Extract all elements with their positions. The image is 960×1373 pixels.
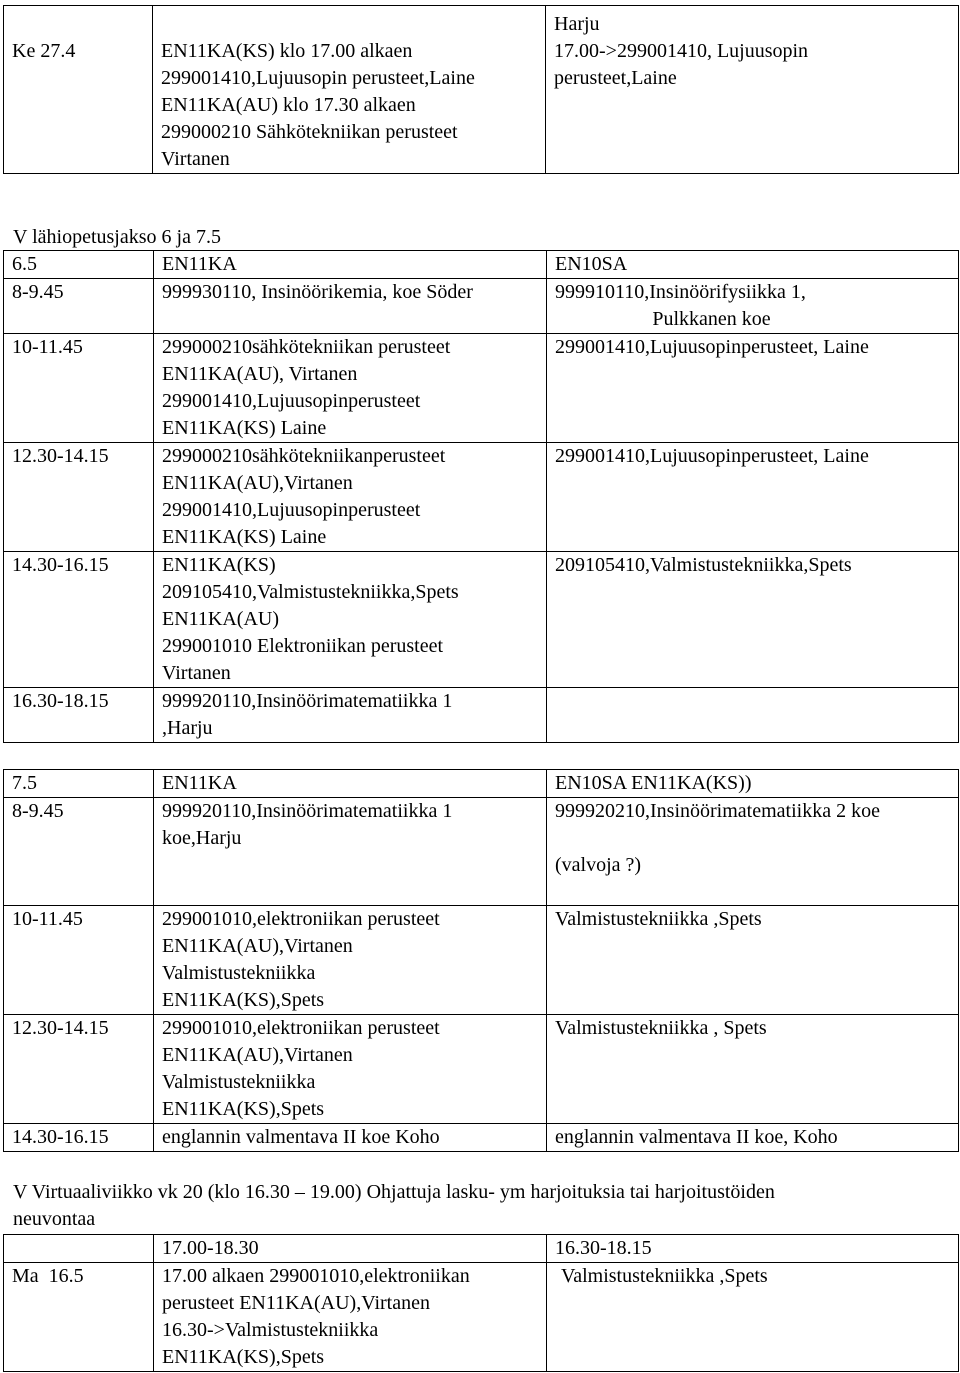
cell-line: EN11KA(AU) klo 17.30 alkaen <box>161 94 416 116</box>
time-cell <box>4 279 154 334</box>
group-header-cell <box>547 251 959 279</box>
cell-line: 299001410,Lujuusopinperusteet, Laine <box>555 336 869 358</box>
schedule-table-virtual-week <box>3 1234 959 1372</box>
cell-line: 299001010 Elektroniikan perusteet <box>162 635 444 657</box>
table-header-row <box>4 251 959 279</box>
day-label: Ke 27.4 <box>12 40 76 62</box>
table-row <box>4 798 959 906</box>
group-label: EN10SA EN11KA(KS)) <box>555 772 752 794</box>
cell-line: EN11KA(AU), Virtanen <box>162 363 358 385</box>
cell-line: 299001410,Lujuusopinperusteet <box>162 390 421 412</box>
cell-line: Valmistustekniikka <box>162 1071 316 1093</box>
en11ka-cell <box>154 688 547 743</box>
cell-line: 299001010,elektroniikan perusteet <box>162 1017 440 1039</box>
day-label: Ma 16.5 <box>12 1265 84 1287</box>
time-label: 16.30-18.15 <box>12 690 109 712</box>
time-label: 14.30-16.15 <box>12 1126 109 1148</box>
empty-header-cell <box>4 1235 154 1263</box>
time-cell <box>4 688 154 743</box>
cell-line: EN11KA(KS) Laine <box>162 417 327 439</box>
time-header-cell <box>547 1235 959 1263</box>
en11ka-cell <box>154 1263 547 1372</box>
schedule-table-day-6-5 <box>3 250 959 743</box>
cell-line: 299001410,Lujuusopinperusteet, Laine <box>555 445 869 467</box>
cell-line: 999910110,Insinöörifysiikka 1, <box>555 281 806 303</box>
table-row <box>4 906 959 1015</box>
cell-line: EN11KA(AU),Virtanen <box>162 472 353 494</box>
harju-header: Harju <box>554 13 600 35</box>
en11ka-cell <box>154 552 547 688</box>
en11ka-cell <box>154 334 547 443</box>
time-cell <box>4 798 154 906</box>
cell-line: EN11KA(AU),Virtanen <box>162 1044 353 1066</box>
cell-line: Virtanen <box>161 148 230 170</box>
en11ka-cell <box>154 906 547 1015</box>
table-header-row <box>4 770 959 798</box>
cell-line: Valmistustekniikka ,Spets <box>555 908 762 930</box>
time-cell <box>4 334 154 443</box>
day-cell <box>4 6 153 174</box>
cell-line: 299001410,Lujuusopinperusteet <box>162 499 421 521</box>
group-label: EN11KA <box>162 253 237 275</box>
cell-line: 299000210sähkötekniikanperusteet <box>162 445 446 467</box>
time-cell <box>4 1124 154 1152</box>
group-label: EN11KA <box>162 772 237 794</box>
cell-line: koe,Harju <box>162 827 242 849</box>
en10sa-cell <box>547 334 959 443</box>
cell-line: Valmistustekniikka ,Spets <box>561 1265 768 1287</box>
cell-line: EN11KA(KS),Spets <box>162 1346 325 1368</box>
date-label: 6.5 <box>12 253 37 275</box>
time-cell <box>4 1015 154 1124</box>
cell-line: EN11KA(KS) klo 17.00 alkaen <box>161 40 413 62</box>
group-header-cell <box>154 251 547 279</box>
cell-line: englannin valmentava II koe Koho <box>162 1126 440 1148</box>
time-label: 12.30-14.15 <box>12 445 109 467</box>
time-label: 8-9.45 <box>12 281 64 303</box>
en10sa-cell <box>547 1263 959 1372</box>
time-label: 17.00-18.30 <box>162 1237 259 1259</box>
cell-line: ,Harju <box>162 717 213 739</box>
time-label: 8-9.45 <box>12 800 64 822</box>
cell-line: Valmistustekniikka <box>162 962 316 984</box>
table-row <box>4 334 959 443</box>
time-header-cell <box>154 1235 547 1263</box>
group-header-cell <box>154 770 547 798</box>
table-row <box>4 1263 959 1372</box>
section-heading-virtuaaliviikko <box>13 1179 953 1233</box>
cell-line: EN11KA(KS) Laine <box>162 526 327 548</box>
en10sa-cell <box>547 906 959 1015</box>
cell-line: 999920110,Insinöörimatematiikka 1 <box>162 690 453 712</box>
table-row <box>4 1124 959 1152</box>
en11ka-cell <box>154 798 547 906</box>
cell-line: englannin valmentava II koe, Koho <box>555 1126 838 1148</box>
group-header-cell <box>547 770 959 798</box>
en10sa-cell <box>547 443 959 552</box>
cell-line: 299000210sähkötekniikan perusteet <box>162 336 451 358</box>
schedule-table-week4 <box>3 5 959 174</box>
cell-line: 999920210,Insinöörimatematiikka 2 koe <box>555 800 880 822</box>
table-row <box>4 6 959 174</box>
cell-line: 999930110, Insinöörikemia, koe Söder <box>162 281 473 303</box>
table-row <box>4 688 959 743</box>
en10sa-cell <box>547 552 959 688</box>
cell-line: 299000210 Sähkötekniikan perusteet <box>161 121 458 143</box>
cell-line: EN11KA(AU),Virtanen <box>162 935 353 957</box>
cell-line: 299001010,elektroniikan perusteet <box>162 908 440 930</box>
cell-line: perusteet,Laine <box>554 67 677 89</box>
en10sa-cell <box>547 1124 959 1152</box>
time-label: 12.30-14.15 <box>12 1017 109 1039</box>
group-label: EN10SA <box>555 253 628 275</box>
cell-line: 16.30->Valmistustekniikka <box>162 1319 379 1341</box>
time-label: 16.30-18.15 <box>555 1237 652 1259</box>
schedule-table-day-7-5 <box>3 769 959 1152</box>
en10sa-cell <box>546 6 959 174</box>
cell-line: Valmistustekniikka , Spets <box>555 1017 767 1039</box>
date-cell <box>4 770 154 798</box>
cell-line: EN11KA(KS),Spets <box>162 989 325 1011</box>
cell-line: perusteet EN11KA(AU),Virtanen <box>162 1292 430 1314</box>
heading-line: V Virtuaaliviikko vk 20 (klo 16.30 – 19.00) Ohjattuja lasku- ym harjoituksia tai harjoitustöiden <box>13 1181 775 1203</box>
cell-line: EN11KA(KS),Spets <box>162 1098 325 1120</box>
cell-line: 209105410,Valmistustekniikka,Spets <box>162 581 459 603</box>
en10sa-cell <box>547 688 959 743</box>
day-cell <box>4 1263 154 1372</box>
date-label: 7.5 <box>12 772 37 794</box>
time-cell <box>4 443 154 552</box>
en11ka-cell <box>153 6 546 174</box>
cell-line: 299001410,Lujuusopin perusteet,Laine <box>161 67 475 89</box>
cell-line: 999920110,Insinöörimatematiikka 1 <box>162 800 453 822</box>
section-heading-lahiopetus: V lähiopetusjakso 6 ja 7.5 <box>13 226 221 248</box>
en11ka-cell <box>154 1015 547 1124</box>
table-row <box>4 279 959 334</box>
time-cell <box>4 552 154 688</box>
time-cell <box>4 906 154 1015</box>
date-cell <box>4 251 154 279</box>
time-label: 10-11.45 <box>12 336 83 358</box>
time-label: 14.30-16.15 <box>12 554 109 576</box>
en10sa-cell <box>547 1015 959 1124</box>
cell-line: 17.00->299001410, Lujuusopin <box>554 40 809 62</box>
cell-line: Pulkkanen koe <box>652 308 771 330</box>
table-header-row <box>4 1235 959 1263</box>
heading-line: neuvontaa <box>13 1208 96 1230</box>
cell-line: 17.00 alkaen 299001010,elektroniikan <box>162 1265 470 1287</box>
en11ka-cell <box>154 1124 547 1152</box>
cell-line: Virtanen <box>162 662 231 684</box>
table-row <box>4 443 959 552</box>
cell-line: (valvoja ?) <box>555 854 642 876</box>
en10sa-cell <box>547 279 959 334</box>
table-row <box>4 552 959 688</box>
en10sa-cell <box>547 798 959 906</box>
en11ka-cell <box>154 279 547 334</box>
en11ka-cell <box>154 443 547 552</box>
time-label: 10-11.45 <box>12 908 83 930</box>
cell-line: 209105410,Valmistustekniikka,Spets <box>555 554 852 576</box>
table-row <box>4 1015 959 1124</box>
cell-line: EN11KA(KS) <box>162 554 276 576</box>
cell-line: EN11KA(AU) <box>162 608 280 630</box>
